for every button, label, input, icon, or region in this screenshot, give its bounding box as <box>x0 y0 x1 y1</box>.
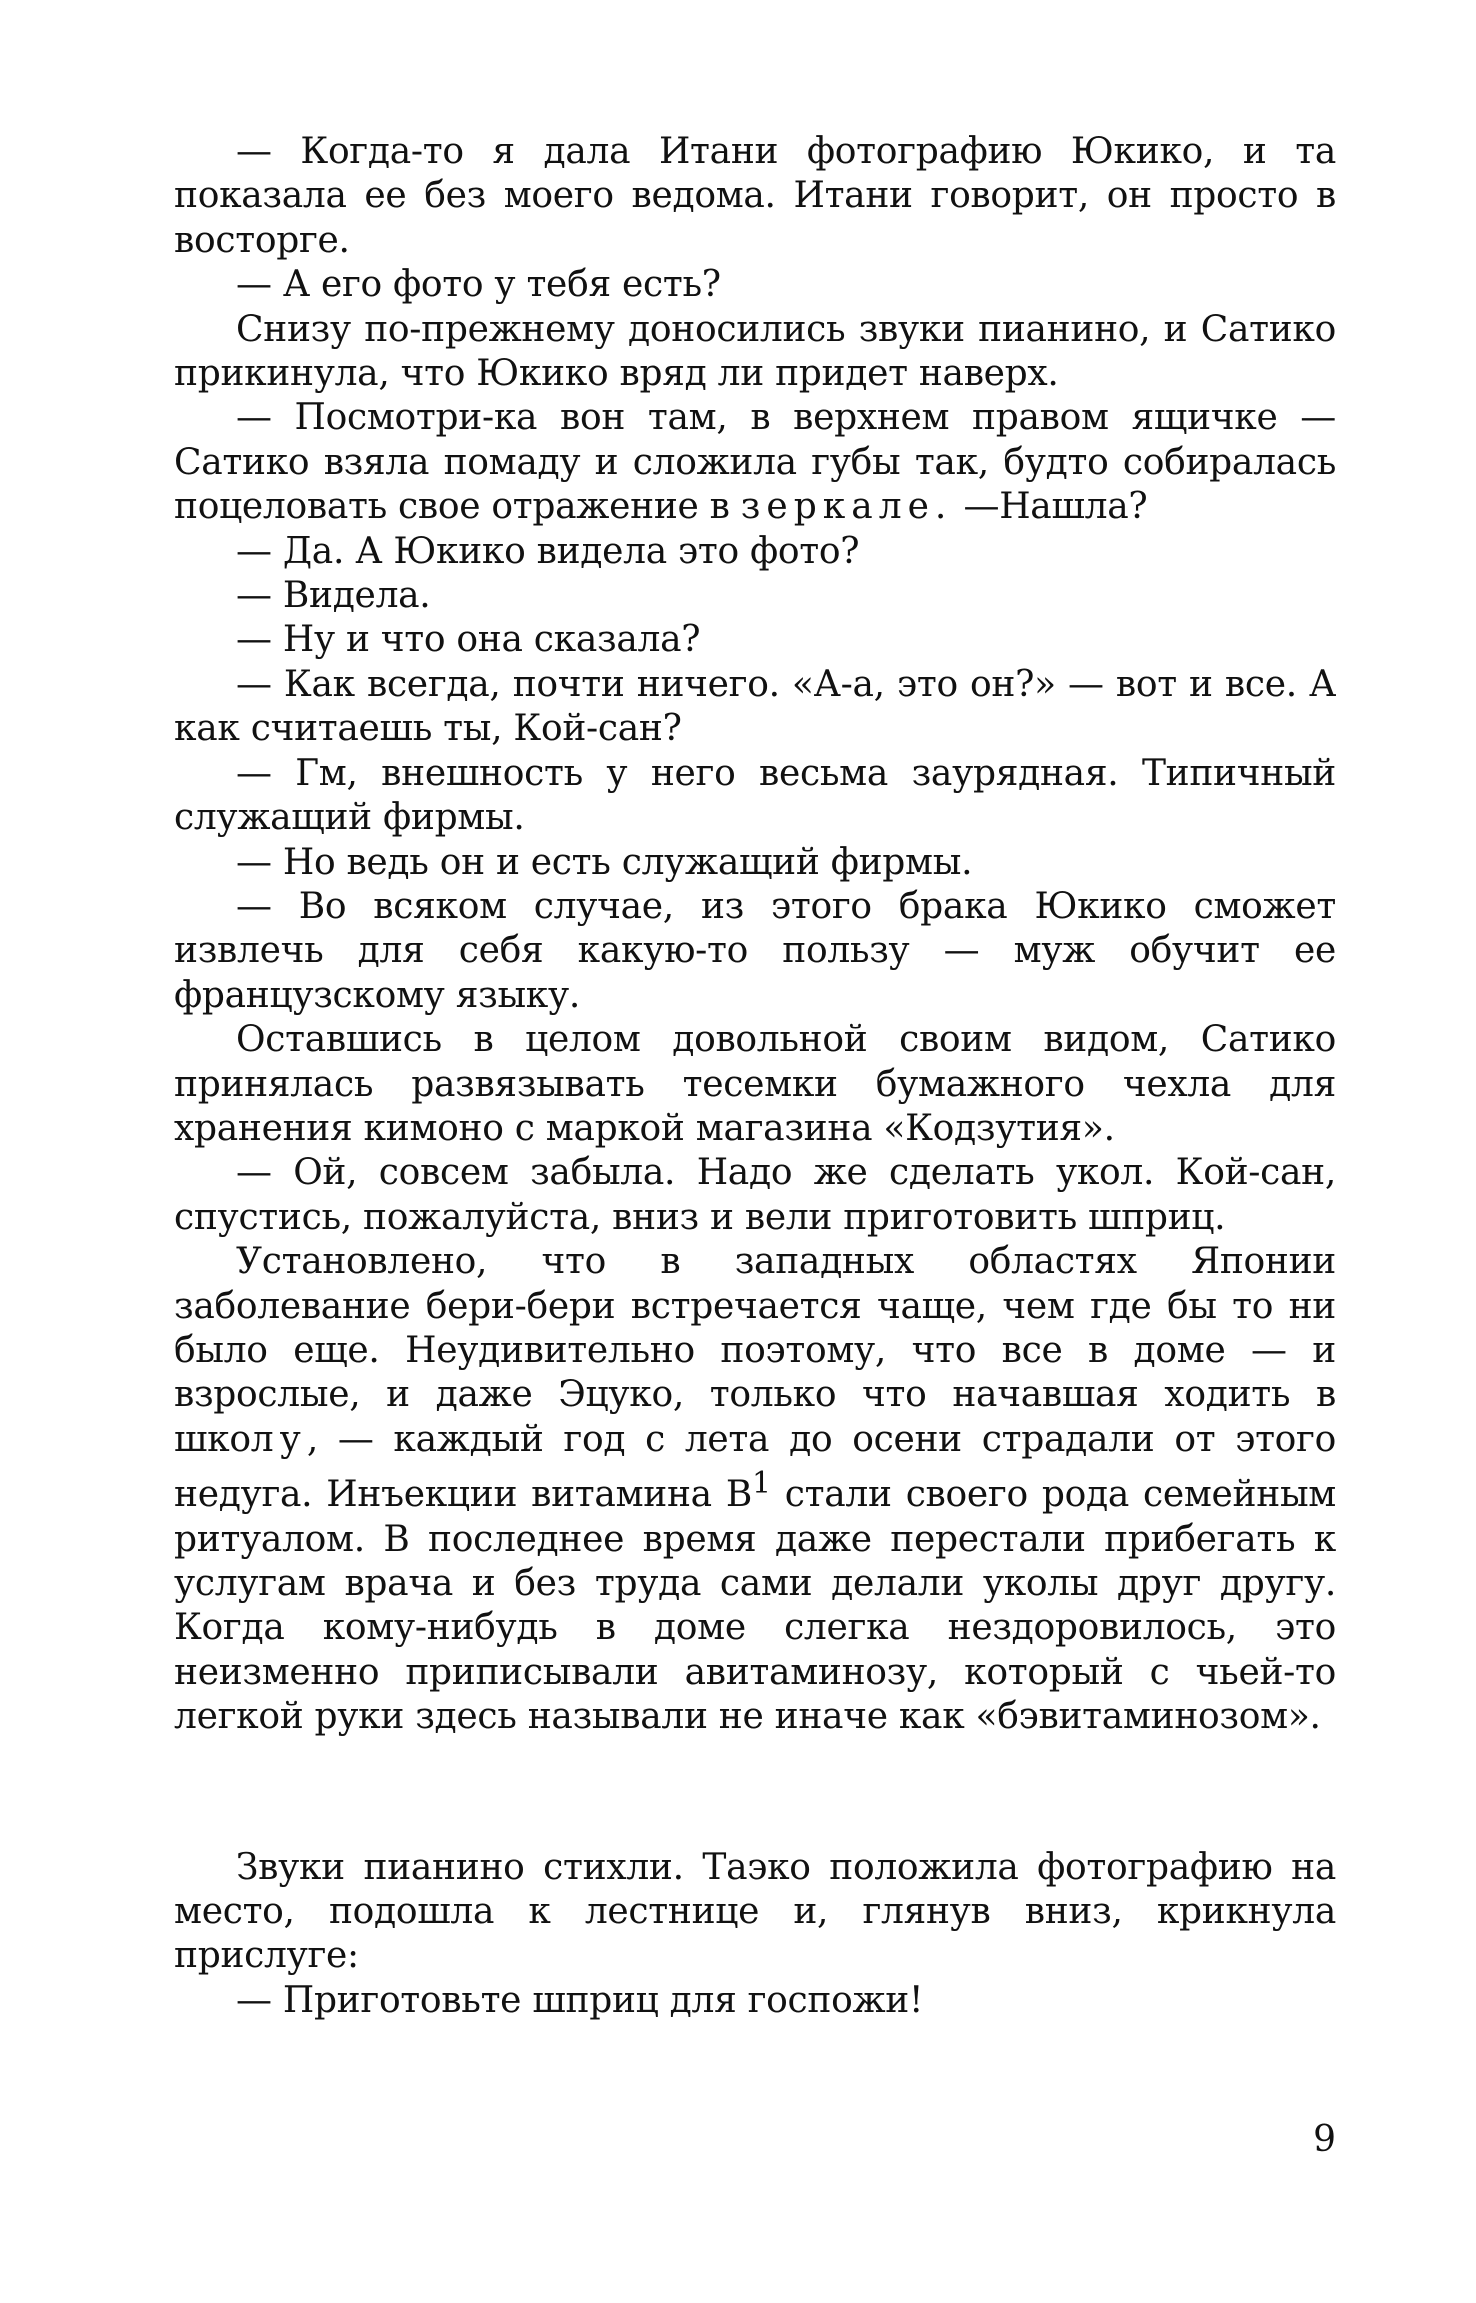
page-body-text <box>174 130 1336 2023</box>
paragraph-piano-stopped: Звуки пианино стихли. Таэко положила фотографию на место, подошла к лестнице и, глянув вниз, крикнула прислуге: <box>174 1846 1336 1977</box>
school-word-spaced: лу <box>250 1418 307 1460</box>
paragraph-beriberi <box>174 1240 1336 1739</box>
paragraph-his-photo-question: — А его фото у тебя есть? <box>236 264 721 306</box>
dialogue-line-prepare-syringe: — Приготовьте шприц для госпожи! <box>236 1979 924 2021</box>
paragraph-photo-shown: — Когда-то я дала Итани фотографию Юкико, и та показала ее без моего ведома. Итани говорит, он просто в восторге. <box>174 131 1336 261</box>
dialogue-line-he-is-employee: — Но ведь он и есть служащий фирмы. <box>236 841 973 883</box>
paragraph-piano-sounds: Снизу по-прежнему доносились звуки пианино, и Сатико прикинула, что Юкико вряд ли придет наверх. <box>174 308 1336 395</box>
mirror-word-spaced: зеркале. <box>740 486 953 528</box>
dialogue-line-saw-photo: — Да. А Юкико видела это фото? <box>236 530 860 572</box>
page-number: 9 <box>1313 2119 1336 2160</box>
dialogue-line-what-said: — Ну и что она сказала? <box>236 619 701 661</box>
dialogue-line-injection: — Ой, совсем забыла. Надо же сделать укол. Кой-сан, спустись, пожалуйста, вниз и вели приготовить шприц. <box>174 1152 1336 1238</box>
paragraph-look-in-drawer <box>174 396 1336 529</box>
dialogue-line-ordinary-looks: — Гм, внешность у него весьма заурядная. Типичный служащий фирмы. <box>174 752 1336 839</box>
beriberi-text-part2: , — каждый год с лета до осени страдали от этого недуга. Инъекции витамина В <box>174 1418 1336 1516</box>
paragraph-kimono-cover: Оставшись в целом довольной своим видом, Сатико принялась развязывать тесемки бумажного чехла для хранения кимоно с маркой магазина «Кодзутия». <box>174 1019 1336 1149</box>
drawer-text-after: —Нашла? <box>952 486 1148 528</box>
section-break <box>174 1740 1336 1846</box>
beriberi-text-part3: стали своего рода семейным ритуалом. В последнее время даже перестали прибегать к услугам врача и без труда сами делали уколы друг другу. Когда кому-нибудь в доме слегка нездоровилось, это неизменно приписывали авитаминозу, который с чьей-то легкой руки здесь называли не иначе как «бэвитаминозом». <box>174 1474 1336 1738</box>
dialogue-line-almost-nothing: — Как всегда, почти ничего. «А-а, это он?» — вот и все. А как считаешь ты, Кой-сан? <box>174 663 1336 750</box>
beriberi-text-part1: Установлено, что в западных областях Японии заболевание бери-бери встречается чаще, чем где бы то ни было еще. Неудивительно поэтому, что все в доме — и взрослые, и даже Эцуко, только что начавшая ходить в шко <box>174 1241 1336 1460</box>
dialogue-line-french-lessons: — Во всяком случае, из этого брака Юкико сможет извлечь для себя какую-то пользу — муж обучит ее французскому языку. <box>174 885 1336 1016</box>
drawer-text-before: — Посмотри-ка вон там, в верхнем правом ящичке — Сатико взяла помаду и сложила губы так, будто собиралась поцеловать свое отражение в <box>174 397 1336 528</box>
dialogue-line-saw: — Видела. <box>236 575 431 617</box>
vitamin-superscript: 1 <box>752 1466 771 1502</box>
